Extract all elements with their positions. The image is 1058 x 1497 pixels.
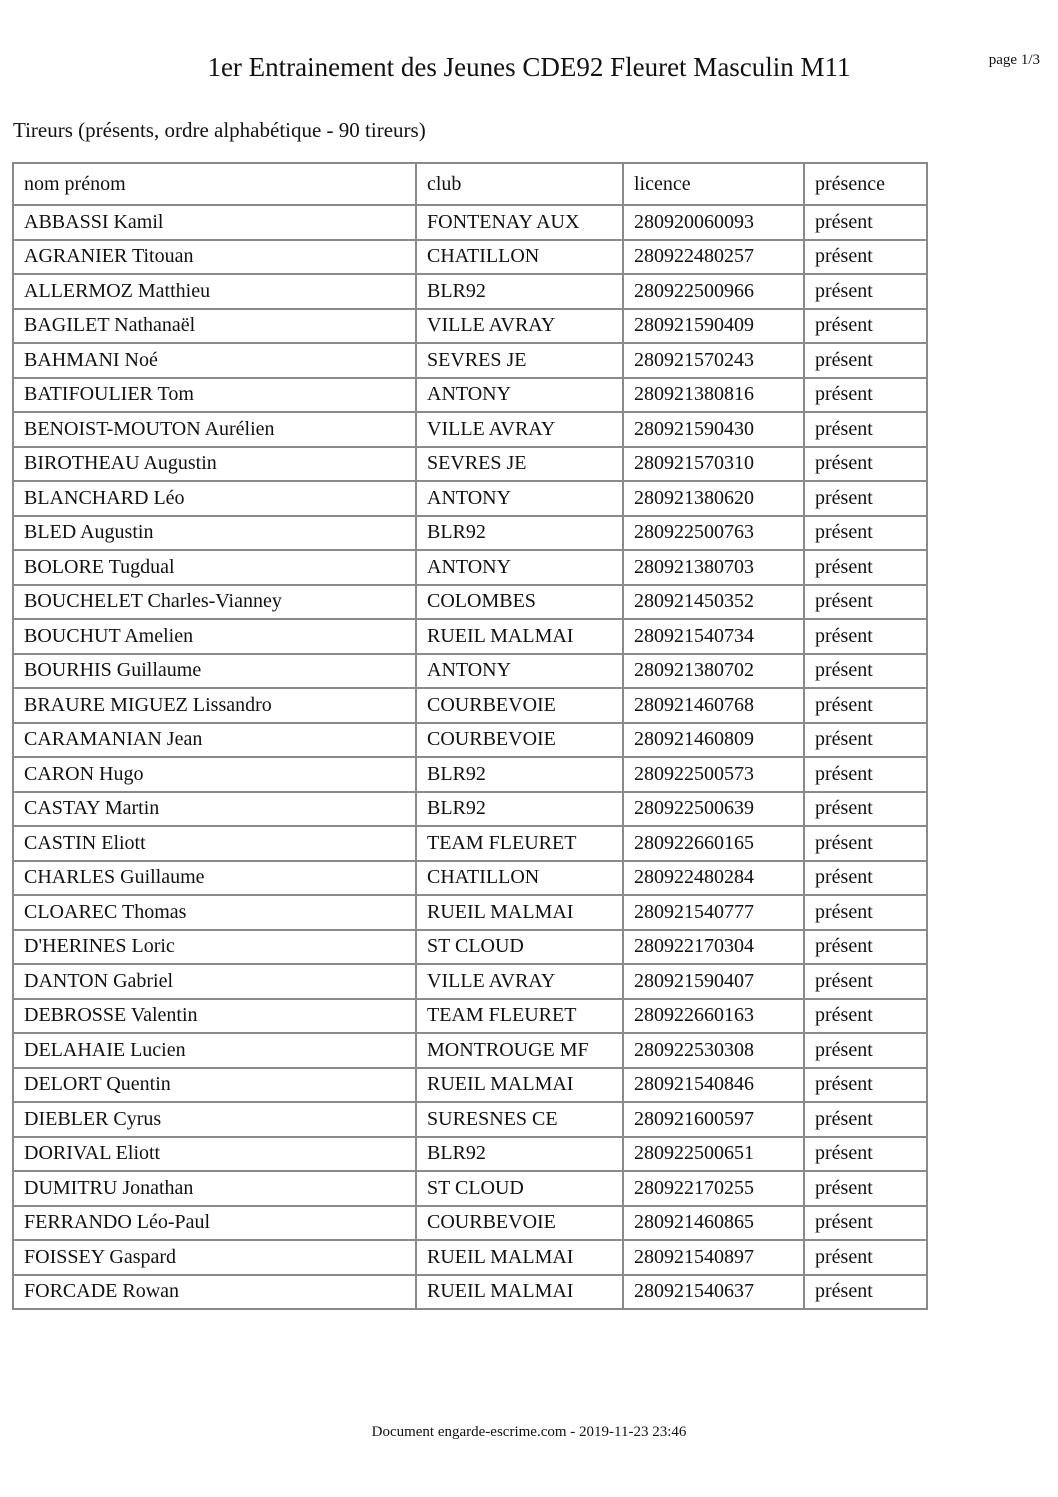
cell-club: ST CLOUD [416, 930, 623, 965]
cell-club: ST CLOUD [416, 1171, 623, 1206]
cell-presence: présent [804, 1275, 927, 1310]
cell-name: CARAMANIAN Jean [13, 723, 416, 758]
table-row [13, 309, 927, 344]
table-row [13, 447, 927, 482]
table-row [13, 1206, 927, 1241]
cell-name: DIEBLER Cyrus [13, 1102, 416, 1137]
cell-licence: 280921570243 [623, 343, 804, 378]
cell-presence: présent [804, 792, 927, 827]
cell-presence: présent [804, 757, 927, 792]
cell-club: RUEIL MALMAI [416, 1240, 623, 1275]
cell-name: CLOAREC Thomas [13, 895, 416, 930]
table-row [13, 1068, 927, 1103]
table-row [13, 999, 927, 1034]
cell-presence: présent [804, 1033, 927, 1068]
cell-presence: présent [804, 378, 927, 413]
table-row [13, 1102, 927, 1137]
cell-name: FERRANDO Léo-Paul [13, 1206, 416, 1241]
cell-licence: 280921570310 [623, 447, 804, 482]
cell-club: SEVRES JE [416, 447, 623, 482]
cell-presence: présent [804, 861, 927, 896]
cell-presence: présent [804, 343, 927, 378]
table-row [13, 585, 927, 620]
cell-club: BLR92 [416, 757, 623, 792]
cell-club: COURBEVOIE [416, 1206, 623, 1241]
cell-licence: 280921450352 [623, 585, 804, 620]
cell-club: CHATILLON [416, 240, 623, 275]
cell-club: BLR92 [416, 516, 623, 551]
cell-name: ALLERMOZ Matthieu [13, 274, 416, 309]
table-row [13, 240, 927, 275]
cell-licence: 280921590409 [623, 309, 804, 344]
table-row [13, 516, 927, 551]
cell-presence: présent [804, 1102, 927, 1137]
cell-licence: 280921380703 [623, 550, 804, 585]
cell-club: RUEIL MALMAI [416, 619, 623, 654]
cell-name: BRAURE MIGUEZ Lissandro [13, 688, 416, 723]
column-header-licence: licence [623, 163, 804, 205]
table-body [13, 205, 927, 1309]
cell-name: CASTAY Martin [13, 792, 416, 827]
cell-name: DORIVAL Eliott [13, 1137, 416, 1172]
cell-name: BIROTHEAU Augustin [13, 447, 416, 482]
table-row [13, 274, 927, 309]
cell-presence: présent [804, 447, 927, 482]
table-row [13, 412, 927, 447]
table-row [13, 343, 927, 378]
section-subtitle: Tireurs (présents, ordre alphabétique - 90 tireurs) [13, 118, 426, 142]
cell-licence: 280921540846 [623, 1068, 804, 1103]
cell-licence: 280921460809 [623, 723, 804, 758]
cell-licence: 280921540777 [623, 895, 804, 930]
cell-name: DANTON Gabriel [13, 964, 416, 999]
cell-club: ANTONY [416, 654, 623, 689]
cell-licence: 280922500639 [623, 792, 804, 827]
cell-presence: présent [804, 309, 927, 344]
cell-club: COLOMBES [416, 585, 623, 620]
table-row [13, 757, 927, 792]
cell-presence: présent [804, 516, 927, 551]
cell-licence: 280922500966 [623, 274, 804, 309]
page-number: page 1/3 [988, 52, 1040, 68]
table-row [13, 481, 927, 516]
cell-licence: 280922660163 [623, 999, 804, 1034]
cell-name: FORCADE Rowan [13, 1275, 416, 1310]
cell-club: COURBEVOIE [416, 723, 623, 758]
table-row [13, 1240, 927, 1275]
cell-name: D'HERINES Loric [13, 930, 416, 965]
fencers-table [12, 162, 928, 1310]
cell-licence: 280921460768 [623, 688, 804, 723]
cell-name: BOUCHELET Charles-Vianney [13, 585, 416, 620]
cell-name: DEBROSSE Valentin [13, 999, 416, 1034]
cell-club: TEAM FLEURET [416, 999, 623, 1034]
cell-club: SURESNES CE [416, 1102, 623, 1137]
table-row [13, 964, 927, 999]
document-title: 1er Entrainement des Jeunes CDE92 Fleuret Masculin M11 [207, 52, 851, 82]
cell-licence: 280922170255 [623, 1171, 804, 1206]
cell-presence: présent [804, 1068, 927, 1103]
cell-presence: présent [804, 1171, 927, 1206]
cell-licence: 280922480284 [623, 861, 804, 896]
table-row [13, 930, 927, 965]
cell-licence: 280922170304 [623, 930, 804, 965]
cell-club: BLR92 [416, 1137, 623, 1172]
cell-club: RUEIL MALMAI [416, 895, 623, 930]
cell-name: ABBASSI Kamil [13, 205, 416, 240]
cell-presence: présent [804, 412, 927, 447]
table-header-row [13, 163, 927, 205]
cell-club: COURBEVOIE [416, 688, 623, 723]
table-row [13, 861, 927, 896]
cell-club: BLR92 [416, 792, 623, 827]
cell-club: ANTONY [416, 378, 623, 413]
cell-presence: présent [804, 205, 927, 240]
column-header-presence: présence [804, 163, 927, 205]
cell-club: SEVRES JE [416, 343, 623, 378]
cell-presence: présent [804, 654, 927, 689]
cell-club: VILLE AVRAY [416, 964, 623, 999]
cell-name: CASTIN Eliott [13, 826, 416, 861]
table-row [13, 792, 927, 827]
table-row [13, 1033, 927, 1068]
table-row [13, 895, 927, 930]
table-row [13, 205, 927, 240]
cell-presence: présent [804, 826, 927, 861]
cell-licence: 280922660165 [623, 826, 804, 861]
table-row [13, 619, 927, 654]
cell-name: BLED Augustin [13, 516, 416, 551]
cell-club: ANTONY [416, 550, 623, 585]
cell-presence: présent [804, 1137, 927, 1172]
cell-name: BOURHIS Guillaume [13, 654, 416, 689]
cell-licence: 280920060093 [623, 205, 804, 240]
cell-name: BATIFOULIER Tom [13, 378, 416, 413]
cell-presence: présent [804, 895, 927, 930]
cell-name: BAGILET Nathanaël [13, 309, 416, 344]
table-row [13, 1137, 927, 1172]
cell-name: FOISSEY Gaspard [13, 1240, 416, 1275]
cell-presence: présent [804, 964, 927, 999]
cell-licence: 280921600597 [623, 1102, 804, 1137]
cell-presence: présent [804, 688, 927, 723]
table-row [13, 826, 927, 861]
cell-licence: 280921590430 [623, 412, 804, 447]
cell-club: BLR92 [416, 274, 623, 309]
cell-presence: présent [804, 481, 927, 516]
cell-presence: présent [804, 274, 927, 309]
cell-club: TEAM FLEURET [416, 826, 623, 861]
cell-club: ANTONY [416, 481, 623, 516]
cell-name: BENOIST-MOUTON Aurélien [13, 412, 416, 447]
cell-licence: 280921540734 [623, 619, 804, 654]
cell-licence: 280922500573 [623, 757, 804, 792]
cell-licence: 280921590407 [623, 964, 804, 999]
cell-presence: présent [804, 619, 927, 654]
cell-name: DUMITRU Jonathan [13, 1171, 416, 1206]
cell-presence: présent [804, 930, 927, 965]
cell-club: RUEIL MALMAI [416, 1275, 623, 1310]
table-row [13, 654, 927, 689]
table-row [13, 723, 927, 758]
column-header-club: club [416, 163, 623, 205]
cell-presence: présent [804, 1206, 927, 1241]
table-row [13, 378, 927, 413]
table-row [13, 550, 927, 585]
table-row [13, 1275, 927, 1310]
cell-licence: 280921460865 [623, 1206, 804, 1241]
cell-licence: 280922480257 [623, 240, 804, 275]
cell-licence: 280922530308 [623, 1033, 804, 1068]
cell-licence: 280922500763 [623, 516, 804, 551]
cell-club: VILLE AVRAY [416, 412, 623, 447]
cell-name: BOLORE Tugdual [13, 550, 416, 585]
cell-licence: 280921380702 [623, 654, 804, 689]
cell-club: FONTENAY AUX [416, 205, 623, 240]
cell-licence: 280922500651 [623, 1137, 804, 1172]
cell-name: CARON Hugo [13, 757, 416, 792]
cell-name: DELORT Quentin [13, 1068, 416, 1103]
document-footer: Document engarde-escrime.com - 2019-11-23 23:46 [371, 1424, 687, 1440]
table-row [13, 1171, 927, 1206]
cell-presence: présent [804, 240, 927, 275]
cell-presence: présent [804, 550, 927, 585]
cell-name: AGRANIER Titouan [13, 240, 416, 275]
cell-name: BAHMANI Noé [13, 343, 416, 378]
table-row [13, 688, 927, 723]
cell-name: BLANCHARD Léo [13, 481, 416, 516]
cell-licence: 280921380620 [623, 481, 804, 516]
column-header-name: nom prénom [13, 163, 416, 205]
cell-presence: présent [804, 999, 927, 1034]
cell-club: MONTROUGE MF [416, 1033, 623, 1068]
cell-licence: 280921380816 [623, 378, 804, 413]
cell-licence: 280921540897 [623, 1240, 804, 1275]
cell-licence: 280921540637 [623, 1275, 804, 1310]
cell-club: CHATILLON [416, 861, 623, 896]
cell-presence: présent [804, 585, 927, 620]
cell-name: CHARLES Guillaume [13, 861, 416, 896]
cell-club: VILLE AVRAY [416, 309, 623, 344]
cell-presence: présent [804, 723, 927, 758]
cell-name: BOUCHUT Amelien [13, 619, 416, 654]
cell-presence: présent [804, 1240, 927, 1275]
cell-name: DELAHAIE Lucien [13, 1033, 416, 1068]
cell-club: RUEIL MALMAI [416, 1068, 623, 1103]
